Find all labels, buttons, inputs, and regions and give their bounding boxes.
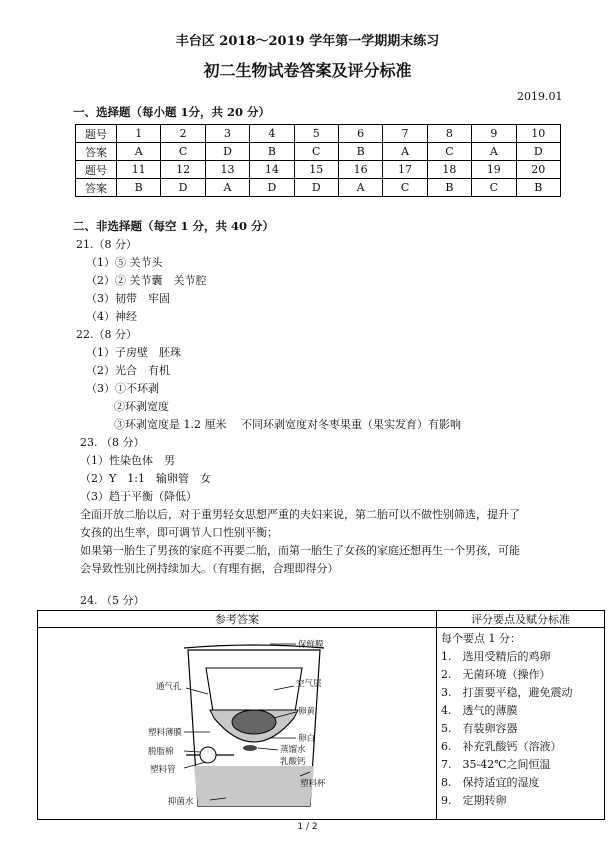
answer-cell: B	[516, 179, 560, 197]
q23-line: 全面开放二胎以后，对于重男轻女思想严重的夫妇来说，第二胎可以不做性别筛选，提升了	[80, 508, 520, 521]
doc-subtitle: 初二生物试卷答案及评分标准	[203, 61, 412, 80]
question-number-cell: 7	[383, 125, 427, 143]
question-number-cell: 1	[117, 125, 161, 143]
answer-row	[76, 179, 561, 197]
label-water: 蒸馏水	[280, 745, 306, 755]
q21-line: （4）神经	[86, 310, 137, 323]
question-number-cell: 4	[250, 125, 294, 143]
criteria-item: 2. 无菌环境（操作）	[441, 668, 551, 681]
answer-cell: B	[117, 179, 161, 197]
answer-cell: C	[427, 143, 471, 161]
q24-table	[37, 610, 605, 820]
q22-line: （1）子房壁 胚珠	[86, 346, 181, 359]
criteria-item: 7. 35-42℃之间恒温	[441, 758, 551, 771]
answer-row	[76, 143, 561, 161]
answer-cell: D	[161, 179, 205, 197]
q23-line: 如果第一胎生了男孩的家庭不再要二胎，而第一胎生了女孩的家庭还想再生一个男孩，可能	[80, 544, 520, 557]
answer-cell: A	[383, 143, 427, 161]
question-number-cell: 16	[338, 161, 382, 179]
label-bacteriostatic: 抑菌水	[168, 797, 194, 807]
answer-cell: B	[250, 143, 294, 161]
answer-cell: C	[472, 179, 516, 197]
answer-cell: D	[516, 143, 560, 161]
egg-incubation-diagram	[38, 628, 436, 816]
q22-line: ③环剥宽度是 1.2 厘米 不同环剥宽度对冬枣果重（果实发育）有影响	[114, 418, 461, 431]
question-number-cell: 15	[294, 161, 338, 179]
q23-line: 会导致性别比例持续加大。（有理有据，合理即得分）	[80, 562, 339, 575]
answer-cell: D	[205, 143, 249, 161]
question-number-cell: 17	[383, 161, 427, 179]
q21-line: （1）⑤ 关节头	[86, 256, 163, 269]
question-number-cell: 8	[427, 125, 471, 143]
criteria-item: 9. 定期转卵	[441, 794, 507, 807]
criteria-item: 6. 补充乳酸钙（溶液）	[441, 740, 562, 753]
q24-col-criteria: 评分要点及赋分标准	[437, 611, 605, 628]
q21-line: （3）韧带 牢固	[86, 292, 170, 305]
answer-cell: C	[294, 143, 338, 161]
question-number-cell: 10	[516, 125, 560, 143]
question-number-cell: 19	[472, 161, 516, 179]
question-number-row	[76, 161, 561, 179]
question-number-cell: 20	[516, 161, 560, 179]
criteria-item: 3. 打蛋要平稳，避免震动	[441, 686, 573, 699]
row-label: 题号	[76, 125, 117, 143]
criteria-item: 1. 选用受精后的鸡卵	[441, 650, 551, 663]
criteria-cell	[437, 628, 605, 820]
leader-line	[258, 748, 278, 750]
q23-line: （1）性染色体 男	[80, 454, 175, 467]
q23-line: （3）趋于平衡（降低）	[80, 490, 197, 503]
leader-line	[186, 688, 208, 694]
q23-line: 女孩的出生率，即可调节人口性别平衡；	[80, 526, 278, 539]
q21-line: （2）② 关节囊 关节腔	[86, 274, 207, 287]
question-number-cell: 18	[427, 161, 471, 179]
question-number-cell: 3	[205, 125, 249, 143]
label-lactate: 乳酸钙	[280, 757, 306, 767]
question-number-cell: 9	[472, 125, 516, 143]
answer-cell: C	[161, 143, 205, 161]
leader-line	[184, 751, 200, 752]
cotton-shape	[200, 747, 216, 763]
yolk-shape	[232, 710, 276, 734]
label-film: 塑料薄膜	[148, 728, 183, 738]
doc-date: 2019.01	[517, 90, 563, 103]
label-vent: 通气孔	[156, 682, 182, 692]
answer-cell: D	[250, 179, 294, 197]
answer-cell: A	[338, 179, 382, 197]
criteria-item: 8. 保持适宜的湿度	[441, 776, 540, 789]
question-number-cell: 6	[338, 125, 382, 143]
label-cup: 塑料杯	[300, 779, 326, 789]
question-number-cell: 14	[250, 161, 294, 179]
question-number-row	[76, 125, 561, 143]
diagram-cell	[38, 628, 437, 820]
answer-cell: A	[205, 179, 249, 197]
distilled-water-dish	[243, 745, 257, 751]
label-white: 卵白	[298, 734, 316, 744]
answer-cell: A	[472, 143, 516, 161]
question-number-cell: 2	[161, 125, 205, 143]
row-label: 答案	[76, 143, 117, 161]
criteria-item: 4. 透气的薄膜	[441, 704, 518, 717]
q22-line: （2）光合 有机	[86, 364, 170, 377]
answer-cell: D	[294, 179, 338, 197]
answer-cell: C	[383, 179, 427, 197]
label-tube: 塑料管	[150, 765, 176, 775]
question-number-cell: 11	[117, 161, 161, 179]
q22-line: （3）①不环剥	[86, 382, 159, 395]
question-number-cell: 12	[161, 161, 205, 179]
criteria-head: 每个要点 1 分：	[441, 632, 521, 645]
answer-cell: A	[117, 143, 161, 161]
question-number-cell: 13	[205, 161, 249, 179]
section2-title: 二、非选择题（每空 1 分，共 40 分）	[73, 219, 275, 233]
label-cotton: 脱脂棉	[148, 747, 174, 757]
q22-line: ②环剥宽度	[114, 400, 169, 413]
row-label: 题号	[76, 161, 117, 179]
page-number: 1 / 2	[297, 822, 318, 832]
answer-table	[75, 124, 561, 197]
q22-head: 22.（8 分）	[76, 328, 137, 341]
row-label: 答案	[76, 179, 117, 197]
answer-cell: B	[338, 143, 382, 161]
criteria-item: 5. 有装卵容器	[441, 722, 518, 735]
label-wrap: 保鲜膜	[298, 640, 324, 650]
q23-line: （2）Y 1:1 输卵管 女	[80, 472, 211, 485]
question-number-cell: 5	[294, 125, 338, 143]
q24-col-answer: 参考答案	[38, 611, 437, 628]
q24-head: 24. （5 分）	[80, 594, 145, 607]
answer-cell: B	[427, 179, 471, 197]
doc-title: 丰台区 2018～2019 学年第一学期期末练习	[175, 34, 440, 49]
label-yolk: 卵黄	[298, 707, 316, 717]
label-air: 空气层	[296, 679, 322, 689]
section1-title: 一、选择题（每小题 1分，共 20 分）	[73, 105, 271, 119]
q21-head: 21.（8 分）	[76, 238, 137, 251]
q23-head: 23. （8 分）	[80, 436, 145, 449]
